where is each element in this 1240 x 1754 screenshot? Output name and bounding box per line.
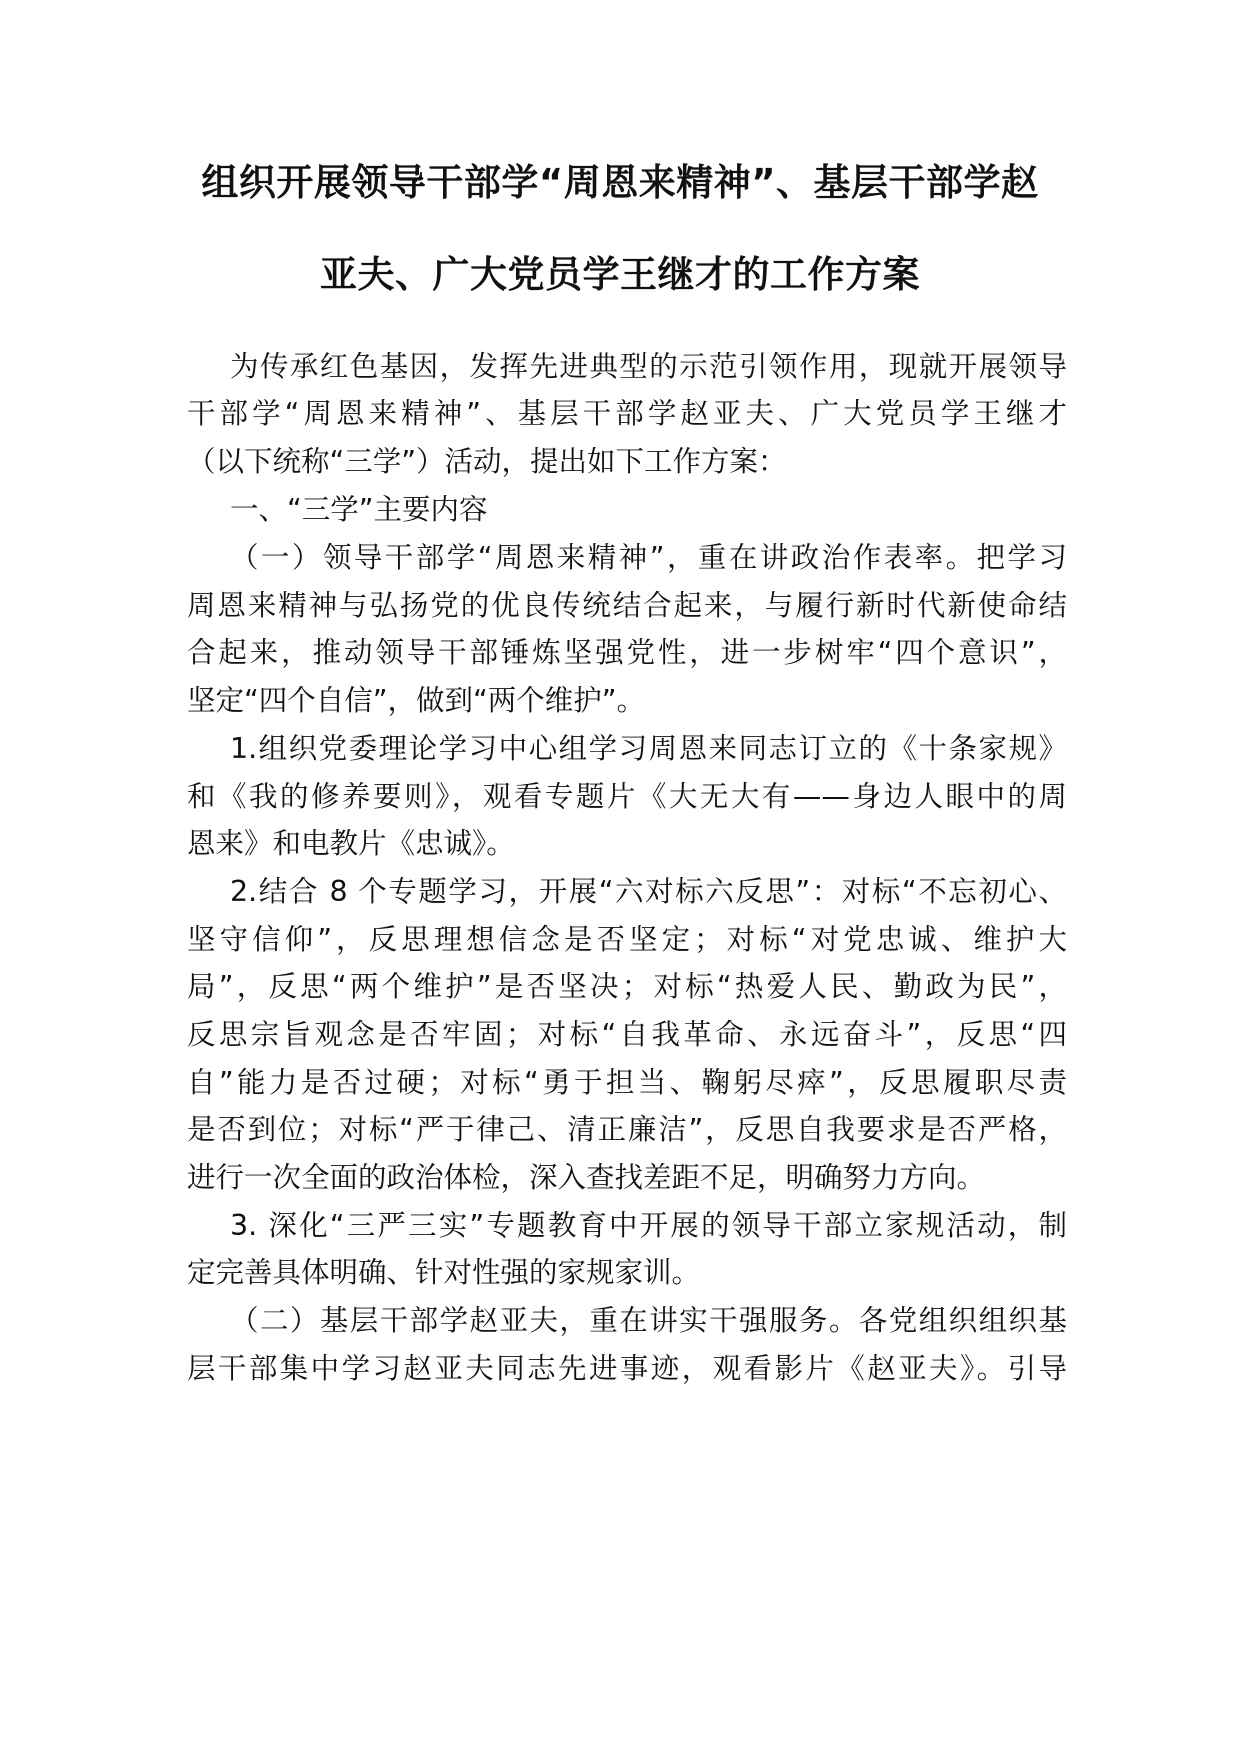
paragraph-line: 自”能力是否过硬；对标“勇于担当、鞠躬尽瘁”，反思履职尽责: [187, 1066, 1067, 1099]
paragraph-line: 2.结合 8 个专题学习，开展“六对标六反思”：对标“不忘初心、: [230, 875, 1067, 908]
document-title-line-2: 亚夫、广大党员学王继才的工作方案: [320, 253, 920, 296]
paragraph-line: 3. 深化“三严三实”专题教育中开展的领导干部立家规活动，制: [230, 1209, 1067, 1242]
document-title-line-1: 组织开展领导干部学“周恩来精神”、基层干部学赵: [201, 161, 1039, 204]
paragraph-line: 层干部集中学习赵亚夫同志先进事迹，观看影片《赵亚夫》。引导: [187, 1352, 1067, 1385]
paragraph-line: 定完善具体明确、针对性强的家规家训。: [187, 1256, 701, 1289]
paragraph-line: 进行一次全面的政治体检，深入查找差距不足，明确努力方向。: [187, 1161, 986, 1194]
paragraph-line: 局”，反思“两个维护”是否坚决；对标“热爱人民、勤政为民”，: [187, 970, 1067, 1003]
paragraph-line: 是否到位；对标“严于律己、清正廉洁”，反思自我要求是否严格，: [187, 1113, 1067, 1146]
paragraph-line: （以下统称“三学”）活动，提出如下工作方案：: [187, 445, 787, 478]
paragraph-line: 反思宗旨观念是否牢固；对标“自我革命、永远奋斗”，反思“四: [187, 1018, 1067, 1051]
paragraph-line: 坚守信仰”，反思理想信念是否坚定；对标“对党忠诚、维护大: [187, 923, 1067, 956]
paragraph-line: 合起来，推动领导干部锤炼坚强党性，进一步树牢“四个意识”，: [187, 636, 1067, 669]
paragraph-line: 和《我的修养要则》，观看专题片《大无大有——身边人眼中的周: [187, 780, 1067, 813]
paragraph-line: 为传承红色基因，发挥先进典型的示范引领作用，现就开展领导: [230, 350, 1067, 383]
paragraph-line: （二）基层干部学赵亚夫，重在讲实干强服务。各党组织组织基: [230, 1304, 1067, 1337]
paragraph-line: 周恩来精神与弘扬党的优良传统结合起来，与履行新时代新使命结: [187, 589, 1067, 622]
paragraph-line: （一）领导干部学“周恩来精神”，重在讲政治作表率。把学习: [230, 541, 1067, 574]
paragraph-line: 坚定“四个自信”，做到“两个维护”。: [187, 684, 646, 717]
paragraph-line: 恩来》和电教片《忠诚》。: [187, 827, 515, 860]
section-heading: 一、“三学”主要内容: [230, 493, 488, 526]
paragraph-line: 1.组织党委理论学习中心组学习周恩来同志订立的《十条家规》: [230, 732, 1067, 765]
paragraph-line: 干部学“周恩来精神”、基层干部学赵亚夫、广大党员学王继才: [187, 397, 1067, 430]
